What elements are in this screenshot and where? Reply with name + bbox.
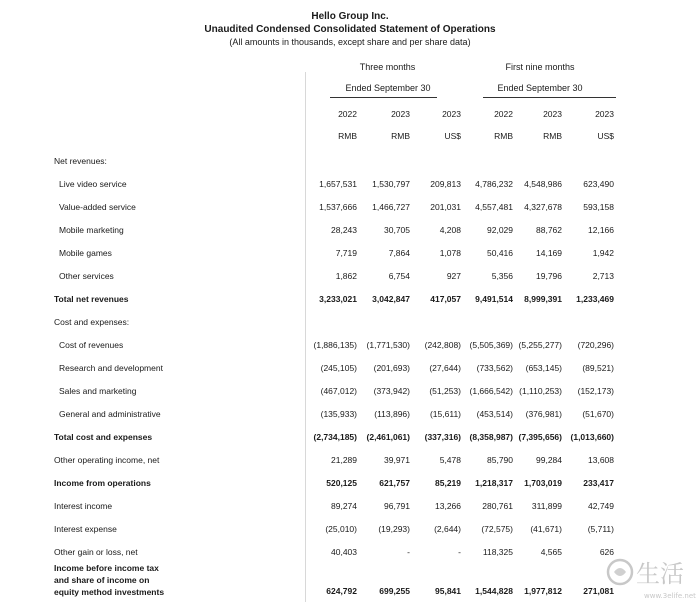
table-cell: 417,057 — [430, 294, 461, 304]
table-cell: (5,505,369) — [469, 340, 513, 350]
table-cell: 271,081 — [583, 586, 614, 596]
table-cell: 5,478 — [439, 455, 461, 465]
table-cell: 280,761 — [482, 501, 513, 511]
table-cell: (1,771,530) — [366, 340, 410, 350]
row-label: Interest income — [54, 501, 113, 511]
table-cell: - — [407, 547, 410, 557]
column-currency-3: RMB — [494, 131, 513, 141]
table-cell: 8,999,391 — [524, 294, 562, 304]
table-cell: 28,243 — [331, 225, 357, 235]
table-cell: (51,670) — [582, 409, 614, 419]
table-cell: 201,031 — [430, 202, 461, 212]
table-cell: 1,544,828 — [475, 586, 513, 596]
table-cell: 13,608 — [588, 455, 614, 465]
row-label: Cost of revenues — [59, 340, 124, 350]
table-cell: 1,862 — [335, 271, 357, 281]
table-cell: 1,466,727 — [372, 202, 410, 212]
nine-months-rule — [483, 97, 616, 98]
table-cell: 623,490 — [583, 179, 614, 189]
table-cell: 21,289 — [331, 455, 357, 465]
table-cell: 4,557,481 — [475, 202, 513, 212]
table-cell: (1,110,253) — [519, 386, 562, 396]
table-cell: 85,219 — [435, 478, 461, 488]
row-label: Mobile marketing — [59, 225, 124, 235]
row-label: Research and development — [59, 363, 163, 373]
table-cell: 19,796 — [536, 271, 562, 281]
table-cell: 39,971 — [384, 455, 410, 465]
table-cell: 1,078 — [439, 248, 461, 258]
table-cell: 50,416 — [487, 248, 513, 258]
table-cell: 311,899 — [531, 501, 562, 511]
table-cell: 12,166 — [588, 225, 614, 235]
table-cell: 1,657,531 — [319, 179, 357, 189]
column-year-4: 2023 — [543, 109, 562, 119]
table-cell: 4,548,986 — [524, 179, 562, 189]
table-cell: 99,284 — [536, 455, 562, 465]
table-cell: (373,942) — [373, 386, 410, 396]
table-cell: (5,255,277) — [518, 340, 562, 350]
nine-months-header: First nine months — [505, 62, 575, 72]
row-label: Other gain or loss, net — [54, 547, 138, 557]
column-currency-0: RMB — [338, 131, 357, 141]
table-cell: 7,864 — [388, 248, 410, 258]
row-label: Sales and marketing — [59, 386, 137, 396]
table-cell: 3,042,847 — [372, 294, 410, 304]
table-cell: 626 — [599, 547, 614, 557]
three-months-ended: Ended September 30 — [345, 83, 431, 93]
table-cell: 593,158 — [583, 202, 614, 212]
table-cell: 621,757 — [379, 478, 410, 488]
table-cell: (337,316) — [424, 432, 461, 442]
table-cell: (89,521) — [582, 363, 614, 373]
three-months-header: Three months — [359, 62, 416, 72]
row-label: Total cost and expenses — [54, 432, 153, 442]
table-cell: 1,530,797 — [372, 179, 410, 189]
table-cell: (51,253) — [429, 386, 461, 396]
watermark-text: 生活 — [636, 560, 684, 588]
table-cell: (467,012) — [320, 386, 357, 396]
row-label: General and administrative — [59, 409, 161, 419]
row-label: Cost and expenses: — [54, 317, 130, 327]
company-name: Hello Group Inc. — [311, 11, 389, 22]
table-cell: 6,754 — [388, 271, 410, 281]
table-cell: 95,841 — [435, 586, 461, 596]
row-label: Live video service — [59, 179, 127, 189]
table-cell: 88,762 — [536, 225, 562, 235]
table-cell: - — [458, 547, 461, 557]
table-cell: 4,327,678 — [524, 202, 562, 212]
table-cell: 92,029 — [487, 225, 513, 235]
table-cell: 7,719 — [335, 248, 357, 258]
table-cell: (2,461,061) — [366, 432, 410, 442]
table-cell: 699,255 — [379, 586, 410, 596]
table-cell: 4,208 — [439, 225, 461, 235]
watermark-logo-icon — [604, 552, 700, 602]
table-cell: (1,886,135) — [313, 340, 357, 350]
row-label: Income before income tax and share of income on equity method investments — [54, 563, 165, 597]
nine-months-ended: Ended September 30 — [497, 83, 583, 93]
table-cell: 1,233,469 — [576, 294, 614, 304]
row-label: Total net revenues — [54, 294, 129, 304]
table-cell: (113,896) — [374, 409, 410, 419]
table-cell: (201,693) — [373, 363, 410, 373]
table-cell: (41,671) — [530, 524, 562, 534]
table-cell: (27,644) — [429, 363, 461, 373]
column-year-0: 2022 — [338, 109, 357, 119]
table-cell: 1,218,317 — [475, 478, 513, 488]
table-cell: 209,813 — [430, 179, 461, 189]
column-year-1: 2023 — [391, 109, 410, 119]
table-cell: (733,562) — [476, 363, 513, 373]
table-cell: 2,713 — [592, 271, 614, 281]
table-cell: 85,790 — [487, 455, 513, 465]
table-cell: (245,105) — [320, 363, 357, 373]
table-cell: (152,173) — [577, 386, 614, 396]
table-cell: (5,711) — [587, 524, 614, 534]
column-currency-5: US$ — [597, 131, 614, 141]
column-year-5: 2023 — [595, 109, 614, 119]
label-column-divider — [305, 72, 306, 602]
table-cell: 89,274 — [331, 501, 357, 511]
three-months-rule — [330, 97, 437, 98]
row-label: Other services — [59, 271, 114, 281]
table-cell: 30,705 — [384, 225, 410, 235]
amounts-note: (All amounts in thousands, except share and per share data) — [229, 37, 471, 47]
table-cell: 9,491,514 — [475, 294, 513, 304]
table-cell: 624,792 — [326, 586, 357, 596]
column-currency-2: US$ — [444, 131, 461, 141]
column-year-2: 2023 — [442, 109, 461, 119]
table-cell: (2,734,185) — [313, 432, 357, 442]
table-cell: 233,417 — [583, 478, 614, 488]
row-label: Interest expense — [54, 524, 117, 534]
statement-title: Unaudited Condensed Consolidated Statement of Operations — [204, 24, 496, 35]
table-cell: 13,266 — [435, 501, 461, 511]
table-cell: 927 — [446, 271, 461, 281]
table-cell: 4,786,232 — [475, 179, 513, 189]
table-cell: 5,356 — [491, 271, 513, 281]
table-cell: (720,296) — [577, 340, 614, 350]
table-cell: (1,013,660) — [570, 432, 614, 442]
table-cell: (135,933) — [320, 409, 357, 419]
table-cell: 520,125 — [326, 478, 357, 488]
row-label: Income from operations — [54, 478, 151, 488]
table-cell: (15,611) — [429, 409, 461, 419]
table-cell: 3,233,021 — [319, 294, 357, 304]
table-cell: 42,749 — [588, 501, 614, 511]
column-currency-4: RMB — [543, 131, 562, 141]
table-cell: 1,537,666 — [319, 202, 357, 212]
table-cell: 40,403 — [331, 547, 357, 557]
row-label: Other operating income, net — [54, 455, 160, 465]
table-cell: 96,791 — [384, 501, 410, 511]
table-cell: (376,981) — [525, 409, 562, 419]
table-cell: (653,145) — [525, 363, 562, 373]
table-cell: (7,395,656) — [518, 432, 562, 442]
watermark-site: www.3elife.net — [644, 592, 696, 600]
table-cell: 1,977,812 — [524, 586, 562, 596]
table-cell: (453,514) — [476, 409, 513, 419]
row-label: Mobile games — [59, 248, 112, 258]
table-cell: (2,644) — [434, 524, 461, 534]
table-cell: 4,565 — [540, 547, 562, 557]
table-cell: (242,808) — [424, 340, 461, 350]
table-cell: 1,942 — [592, 248, 614, 258]
row-label: Value-added service — [59, 202, 136, 212]
table-cell: (1,666,542) — [469, 386, 513, 396]
table-cell: 1,703,019 — [524, 478, 562, 488]
table-cell: 118,325 — [482, 547, 513, 557]
table-cell: (19,293) — [378, 524, 410, 534]
table-cell: (25,010) — [325, 524, 357, 534]
column-currency-1: RMB — [391, 131, 410, 141]
table-cell: (72,575) — [481, 524, 513, 534]
table-cell: (8,358,987) — [469, 432, 513, 442]
row-label: Net revenues: — [54, 156, 107, 166]
table-cell: 14,169 — [536, 248, 562, 258]
column-year-3: 2022 — [494, 109, 513, 119]
